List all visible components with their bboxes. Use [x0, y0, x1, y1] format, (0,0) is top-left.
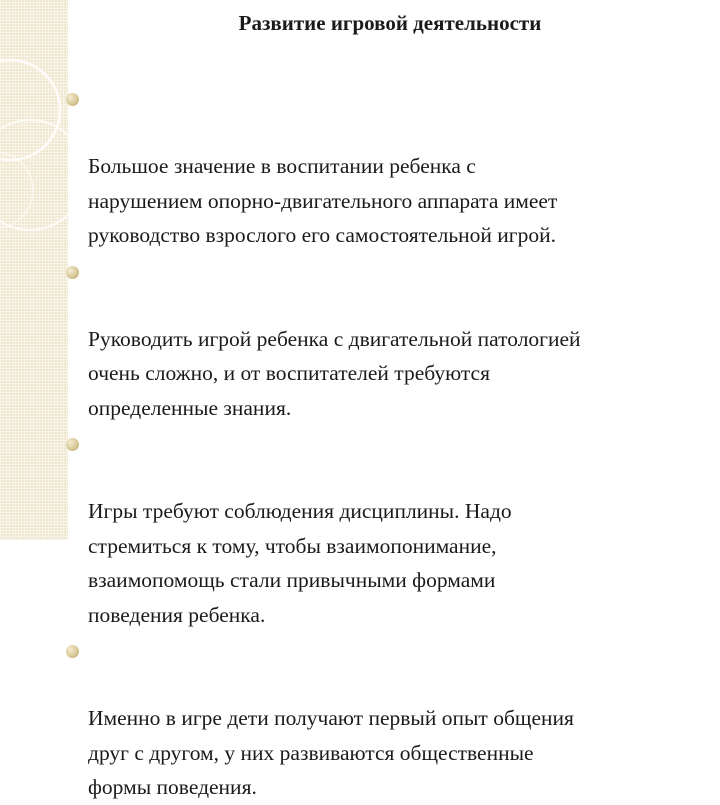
bullet-item — [64, 632, 720, 805]
bullet-dot-icon — [66, 438, 79, 451]
decorative-side-strip — [0, 0, 68, 540]
bullet-text: Большое значение в воспитании ребенка с нарушением опорно-двигательного аппарата имеет руководство взрослого его самостоятельной игрой. — [88, 154, 558, 247]
bullet-item — [64, 253, 720, 426]
bullet-list — [64, 80, 720, 805]
bullet-item — [64, 80, 720, 253]
slide-title: Развитие игровой деятельности — [238, 11, 542, 35]
decorative-circles — [0, 0, 68, 540]
bullet-text: Игры требуют соблюдения дисциплины. Надо стремиться к тому, чтобы взаимопонимание, взаимопомощь стали привычными формами поведения ребенка. — [88, 499, 512, 627]
bullet-dot-icon — [66, 645, 79, 658]
bullet-text: Руководить игрой ребенка с двигательной патологией очень сложно, и от воспитателей требуются определенные знания. — [88, 326, 581, 420]
bullet-dot-icon — [66, 266, 79, 279]
bullet-item — [64, 425, 720, 632]
bullet-dot-icon — [66, 93, 79, 106]
bullet-text: Именно в игре дети получают первый опыт общения друг с другом, у них развиваются общественные формы поведения. — [88, 706, 574, 799]
